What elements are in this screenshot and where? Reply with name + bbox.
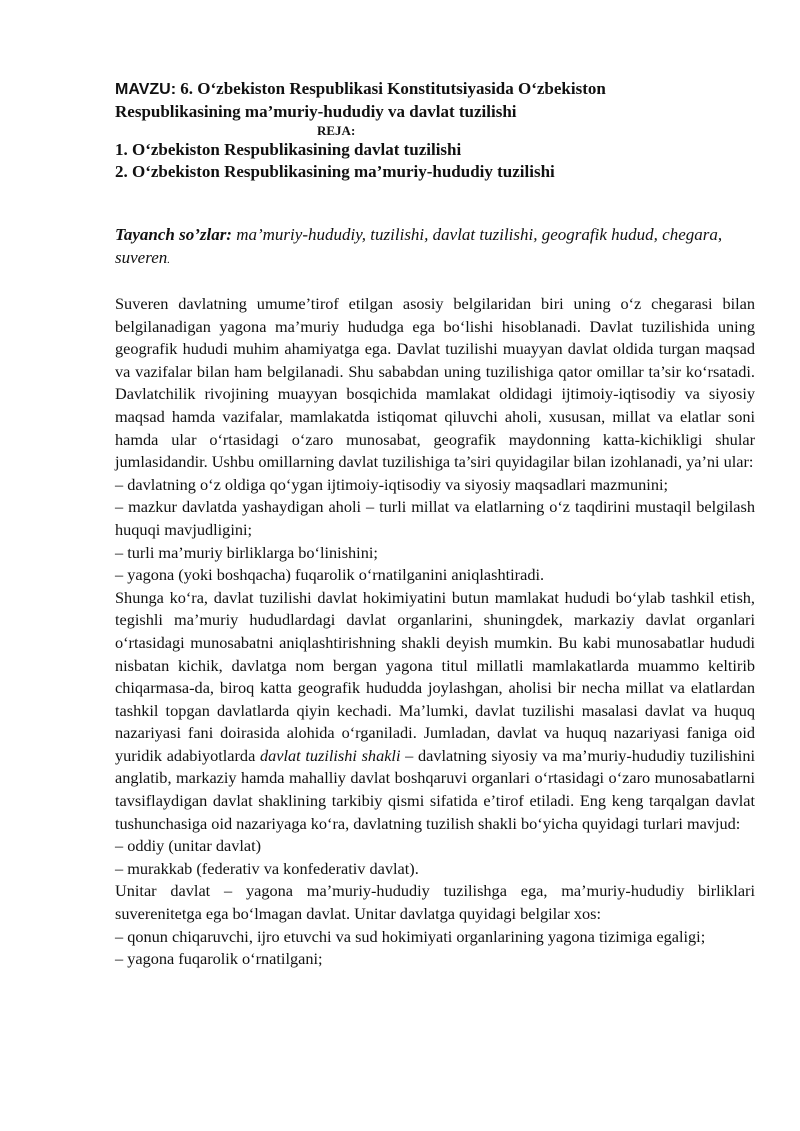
list-item: – qonun chiqaruvchi, ijro etuvchi va sud hokimiyati organlarining yagona tizimiga egaligi; <box>115 926 706 946</box>
paragraph-2 <box>115 587 755 836</box>
list-item: – yagona fuqarolik o‘rnatilgani; <box>115 949 323 969</box>
plan-label: REJA: <box>317 123 356 138</box>
topic-heading <box>115 78 755 123</box>
paragraph-2-start: Shunga ko‘ra, davlat tuzilishi davlat hokimiyatini butun mamlakat hududi bo‘ylab tashkil etish, tegishli ma’muriy hududlardagi davlat organlarini, shuningdek, markaziy davlat organlari o‘rtasidagi munosabatni aniqlashtirishning shakli deyish mumkin. Bu kabi munosabatlar hududi nisbatan kichik, davlatga nom bergan yagona titul millatli mamlakatlarda muammo keltirib chiqarmasa-da, biroq katta geografik hududda joylashgan, aholisi bir necha millat va elatlardan tashkil topgan davlatlarda qiyin kechadi. Ma’lumki, davlat tuzilishi masalasi davlat va huquq nazariyasi fani doirasida alohida o‘rganiladi. Jumladan, davlat va huquq nazariyasi faniga oid yuridik adabiyotlarda <box>115 587 755 765</box>
list-item: – davlatning o‘z oldiga qo‘ygan ijtimoiy-iqtisodiy va siyosiy maqsadlari mazmunini; <box>115 474 669 494</box>
list-item: – turli ma’muriy birliklarga bo‘linishini; <box>115 542 378 562</box>
list-item: – yagona (yoki boshqacha) fuqarolik o‘rnatilganini aniqlashtiradi. <box>115 565 545 585</box>
plan-item-2: 2. O‘zbekiston Respublikasining ma’muriy-hududiy tuzilishi <box>115 162 555 181</box>
keywords-dot: . <box>167 254 170 266</box>
paragraph-2-emphasis: davlat tuzilishi shakli <box>259 745 401 765</box>
body-text <box>115 293 755 971</box>
plan-item-1: 1. O‘zbekiston Respublikasining davlat tuzilishi <box>115 140 462 159</box>
list-item: – murakkab (federativ va konfederativ davlat). <box>115 858 419 878</box>
topic-title-line2: Respublikasining ma’muriy-hududiy va davlat tuzilishi <box>115 102 517 121</box>
keywords-line <box>115 223 755 272</box>
keywords-list: ma’muriy-hududiy, tuzilishi, davlat tuzilishi, geografik hudud, chegara, suveren <box>115 225 723 267</box>
list-item: – oddiy (unitar davlat) <box>115 836 262 856</box>
document-page <box>115 78 755 971</box>
paragraph-2-end: – davlatning siyosiy va ma’muriy-hududiy tuzilishini anglatib, markaziy hamda mahalliy davlat boshqaruvi organlari o‘rtasidagi o‘zaro munosabatlarni tavsiflaydigan davlat shaklining tarkibiy qismi sifatida e’tirof etiladi. Eng keng tarqalgan davlat tushunchasiga oid nazariyaga ko‘ra, davlatning tuzilish shakli bo‘yicha quyidagi turlari mavjud: <box>115 745 755 833</box>
keywords-label: Tayanch so’zlar: <box>115 225 232 244</box>
list-item: – mazkur davlatda yashaydigan aholi – turli millat va elatlarning o‘z taqdirini mustaqil belgilash huquqi mavjudligini; <box>115 497 755 539</box>
topic-label: MAVZU: <box>115 81 177 98</box>
paragraph-3: Unitar davlat – yagona ma’muriy-hududiy tuzilishga ega, ma’muriy-hududiy birliklari suverenitetga ega bo‘lmagan davlat. Unitar davlatga quyidagi belgilar xos: <box>115 881 755 924</box>
topic-title-line1: 6. O‘zbekiston Respublikasi Konstitutsiyasida O‘zbekiston <box>176 79 606 98</box>
paragraph-1: Suveren davlatning umume’tirof etilgan asosiy belgilaridan biri uning o‘z chegarasi bilan belgilanadigan yagona ma’muriy hududga ega bo‘lishi hisoblanadi. Davlat tuzilishida uning geografik hududi muhim ahamiyatga ega. Davlat tuzilishi muayyan davlat oldida turgan maqsad va vazifalar bilan ham belgilanadi. Shu sababdan uning tuzilishiga qator omillar ta’sir ko‘rsatadi. Davlatchilik rivojining muayyan bosqichida mamlakat oldidagi ijtimoiy-iqtisodiy va siyosiy maqsad hamda vazifalar, mamlakatda istiqomat qiluvchi aholi, xususan, millat va elatlar soni hamda ular o‘rtasidagi o‘zaro munosabat, geografik maydonning katta-kichikligi shular jumlasidandir. Ushbu omillarning davlat tuzilishiga ta’siri quyidagilar bilan izohlanadi, ya’ni ular: <box>115 294 755 472</box>
